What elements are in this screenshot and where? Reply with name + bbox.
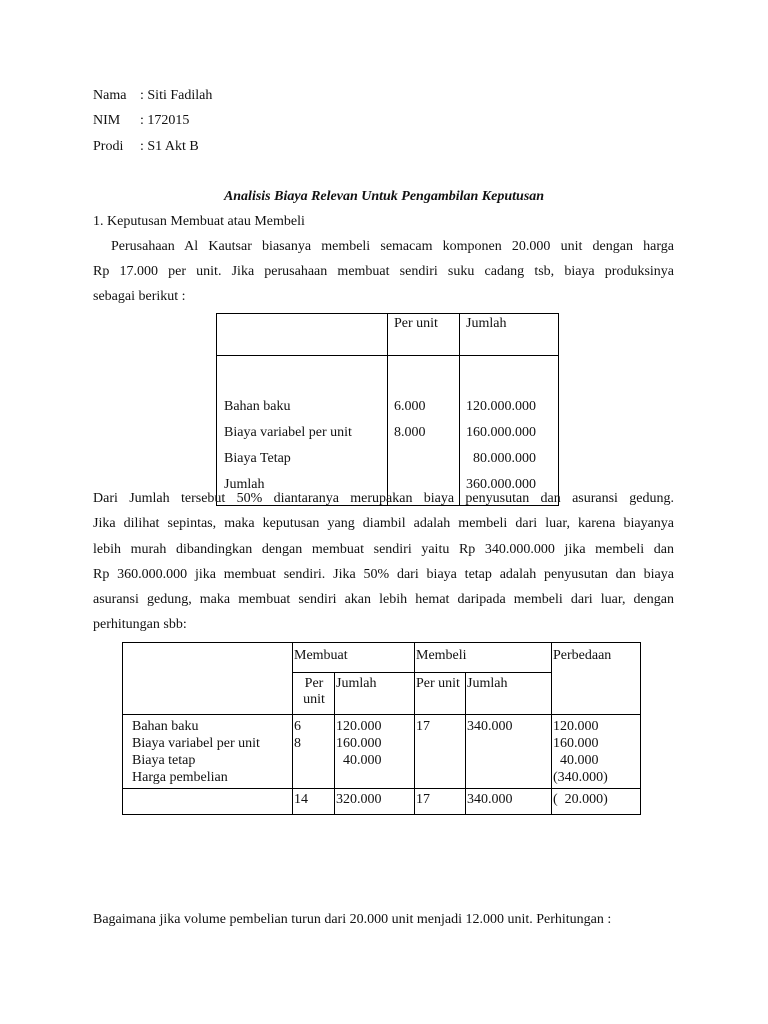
production-cost-table bbox=[216, 313, 559, 506]
total-perbedaan: ( 20.000) bbox=[552, 789, 641, 815]
value bbox=[294, 769, 334, 786]
perbedaan-values bbox=[552, 715, 641, 789]
value bbox=[416, 735, 465, 752]
value: 40.000 bbox=[336, 753, 382, 768]
nim-value: : 172015 bbox=[140, 113, 190, 128]
volume-question-line: Bagaimana jika volume pembelian turun dari 20.000 unit menjadi 12.000 unit. Perhitungan : bbox=[93, 912, 612, 927]
intro-line-1: Perusahaan Al Kautsar biasanya membeli semacam komponen 20.000 unit dengan harga bbox=[111, 239, 674, 254]
value: 6 bbox=[294, 719, 301, 734]
make-or-buy-table bbox=[122, 642, 641, 815]
cost-detail-row bbox=[123, 715, 641, 789]
section-heading: 1. Keputusan Membuat atau Membeli bbox=[93, 214, 305, 229]
value: 340.000 bbox=[467, 719, 513, 734]
label-column bbox=[217, 356, 388, 506]
row-label: Biaya variabel per unit bbox=[132, 736, 260, 751]
total-row bbox=[123, 789, 641, 815]
per-unit-value bbox=[394, 446, 459, 472]
value: 8 bbox=[294, 736, 301, 751]
total-membeli-per-unit: 17 bbox=[415, 789, 466, 815]
value: 160.000 bbox=[553, 736, 599, 751]
analysis-line-3: lebih murah dibandingkan dengan membuat sendiri yaitu Rp 340.000.000 jika membeli dan bbox=[93, 542, 674, 557]
value bbox=[467, 735, 551, 752]
jumlah-value: 160.000.000 bbox=[466, 425, 536, 440]
cost-labels bbox=[123, 715, 293, 789]
value: 17 bbox=[416, 719, 430, 734]
row-label: Bahan baku bbox=[224, 399, 291, 414]
value: (340.000) bbox=[553, 770, 608, 785]
value: 160.000 bbox=[336, 736, 382, 751]
membuat-jumlah-header: Jumlah bbox=[335, 673, 415, 715]
jumlah-value: 120.000.000 bbox=[466, 399, 536, 414]
membuat-per-unit-values bbox=[293, 715, 335, 789]
header-cell-per-unit: Per unit bbox=[388, 314, 460, 356]
row-label: Bahan baku bbox=[132, 719, 199, 734]
value bbox=[336, 769, 414, 786]
prodi-label: Prodi bbox=[93, 139, 124, 154]
row-label: Biaya Tetap bbox=[224, 451, 291, 466]
value: 120.000 bbox=[553, 719, 599, 734]
jumlah-column bbox=[460, 356, 559, 506]
per-unit-value: 6.000 bbox=[394, 399, 426, 414]
membuat-per-unit-header: Per unit bbox=[293, 673, 335, 715]
row-label: Biaya variabel per unit bbox=[224, 425, 352, 440]
membeli-per-unit-values bbox=[415, 715, 466, 789]
intro-line-3: sebagai berikut : bbox=[93, 289, 186, 304]
analysis-line-4: Rp 360.000.000 jika membuat sendiri. Jika 50% dari biaya tetap adalah penyusutan dan biaya bbox=[93, 567, 674, 582]
nim-label: NIM bbox=[93, 113, 121, 128]
name-label: Nama bbox=[93, 88, 127, 103]
value: 120.000 bbox=[336, 719, 382, 734]
membuat-jumlah-values bbox=[335, 715, 415, 789]
total-membeli-jumlah: 340.000 bbox=[466, 789, 552, 815]
per-unit-column bbox=[388, 356, 460, 506]
name-value: : Siti Fadilah bbox=[140, 88, 213, 103]
analysis-line-6: perhitungan sbb: bbox=[93, 617, 187, 632]
total-label bbox=[123, 789, 293, 815]
value bbox=[416, 752, 465, 769]
table-body-row bbox=[217, 356, 559, 506]
total-membuat-per-unit: 14 bbox=[293, 789, 335, 815]
intro-line-2: Rp 17.000 per unit. Jika perusahaan membuat sendiri suku cadang tsb, biaya produksinya bbox=[93, 264, 674, 279]
membuat-header: Membuat bbox=[293, 643, 415, 673]
jumlah-value: 80.000.000 bbox=[466, 451, 536, 466]
membeli-header: Membeli bbox=[415, 643, 552, 673]
analysis-line-2: Jika dilihat sepintas, maka keputusan yang diambil adalah membeli dari luar, karena biayanya bbox=[93, 516, 674, 531]
perbedaan-header: Perbedaan bbox=[552, 643, 641, 715]
value bbox=[416, 769, 465, 786]
value bbox=[294, 752, 334, 769]
total-membuat-jumlah: 320.000 bbox=[335, 789, 415, 815]
analysis-line-5: asuransi gedung, maka membuat sendiri akan lebih hemat daripada membeli dari luar, dengan bbox=[93, 592, 674, 607]
header-cell-jumlah: Jumlah bbox=[460, 314, 559, 356]
empty-corner-cell bbox=[123, 643, 293, 715]
row-label: Harga pembelian bbox=[132, 770, 228, 785]
header-cell-empty bbox=[217, 314, 388, 356]
table-header-row bbox=[217, 314, 559, 356]
group-header-row bbox=[123, 643, 641, 673]
value: 40.000 bbox=[553, 753, 599, 768]
membeli-jumlah-values bbox=[466, 715, 552, 789]
analysis-line-1: Dari Jumlah tersebut 50% diantaranya merupakan biaya penyusutan dan asuransi gedung. bbox=[93, 491, 674, 506]
jumlah-value: 360.000.000 bbox=[466, 477, 536, 492]
membeli-per-unit-header: Per unit bbox=[415, 673, 466, 715]
per-unit-value: 8.000 bbox=[394, 425, 426, 440]
value bbox=[467, 752, 551, 769]
row-label: Biaya tetap bbox=[132, 753, 196, 768]
membeli-jumlah-header: Jumlah bbox=[466, 673, 552, 715]
value bbox=[467, 769, 551, 786]
document-title: Analisis Biaya Relevan Untuk Pengambilan Keputusan bbox=[223, 189, 545, 204]
row-label: Jumlah bbox=[224, 477, 265, 492]
prodi-value: : S1 Akt B bbox=[140, 139, 199, 154]
